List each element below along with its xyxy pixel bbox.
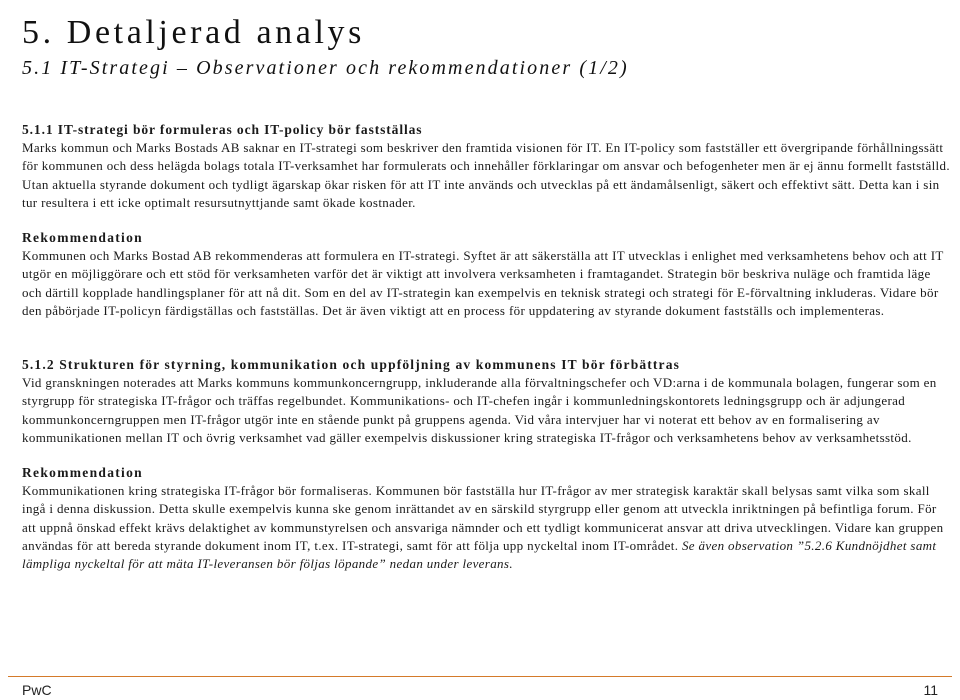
section-2-heading: 5.1.2 Strukturen för styrning, kommunikation och uppföljning av kommunens IT bör förbättras — [22, 357, 680, 373]
footer-rule — [8, 676, 952, 677]
section-2-recommendation-reference: Se även observation ”5.2.6 Kundnöjdhet samt lämpliga nyckeltal för att mäta IT-leveransen bör följas löpande” nedan under leverans. — [22, 537, 937, 572]
section-2-recommendation-text: Kommunikationen kring strategiska IT-frågor bör formaliseras. Kommunen bör fastställa hur IT-frågor av mer strategisk karaktär skall belysas samt vilka som skall ingå i denna diskussion. Detta skulle exempelvis kunna ske genom inrättandet av en särskild styrgrupp eller genom att utveckla inriktningen på befintliga forum. För att uppnå önskad effekt krävs delaktighet av kommunstyrelsen och ansvariga nämnder och ett tydligt kommunicerat ansvar att driva utvecklingen. Vidare kan gruppen användas för att bereda styrande dokument inom IT, t.ex. IT-strategi, samt för att följa upp nyckeltal inom IT-området. — [22, 483, 944, 553]
document-content — [22, 121, 952, 573]
footer-brand: PwC — [22, 682, 52, 698]
page-subtitle: 5.1 IT-Strategi – Observationer och rekommendationer (1/2) — [22, 57, 629, 79]
section-2-recommendation-body — [22, 482, 952, 573]
section-1-recommendation-label: Rekommendation — [22, 230, 143, 246]
section-2-body: Vid granskningen noterades att Marks kommuns kommunkoncerngrupp, inkluderande alla förvaltningschefer och VD:arna i de kommunala bolagen, fungerar som en styrgrupp för strategiska IT-frågor och träffas regelbundet. Kommunikations- och IT-chefen ingår i kommunledningskontorets ledningsgrupp och är adjungerad kommunkoncerngruppen men IT-frågor utgör inte en stående punkt på gruppens agenda. Vid våra intervjuer har vi noterat ett behov av en formalisering av kommunikationen mellan IT och övrig verksamhet vad gäller exempelvis diskussioner kring strategiska IT-frågor och verksamhetens behov av verksamhetsstöd. — [22, 375, 937, 445]
page-number: 11 — [923, 682, 938, 698]
section-2-recommendation-label: Rekommendation — [22, 465, 143, 481]
section-1-recommendation-body: Kommunen och Marks Bostad AB rekommenderas att formulera en IT-strategi. Syftet är att säkerställa att IT utvecklas i enlighet med verksamhetens behov och att IT utgör en möjliggörare och ett stöd för verksamheten varför det är viktigt att involvera verksamheten i framtagandet. Strategin bör beskriva nuläge och framtida läge och därtill kopplade handlingsplaner för att nå dit. Som en del av IT-strategin kan exempelvis en teknisk strategi och strategi för E-förvaltning inkluderas. Vidare bör den påbörjade IT-policyn färdigställas och fastställas. Det är även viktigt att en process för uppdatering av styrande dokument fastställs och implementeras. — [22, 248, 944, 318]
section-1-heading: 5.1.1 IT-strategi bör formuleras och IT-policy bör fastställas — [22, 122, 423, 137]
section-1-body: Marks kommun och Marks Bostads AB saknar en IT-strategi som beskriver den framtida visionen för IT. En IT-policy som fastställer ett övergripande förhållningssätt för kommunen och dess helägda bolags totala IT-verksamhet har formulerats och innehåller förklaringar om ansvar och befogenheter men är ej ännu formellt fastställd. Utan aktuella styrande dokument och tydligt ägarskap ökar risken för att IT inte används och utvecklas på ett ändamålsenligt, säkert och effektivt sätt. Detta kan i sin tur resultera i ett icke optimalt resursutnyttjande samt ökade kostnader. — [22, 140, 950, 210]
page-title: 5. Detaljerad analys — [22, 14, 365, 51]
